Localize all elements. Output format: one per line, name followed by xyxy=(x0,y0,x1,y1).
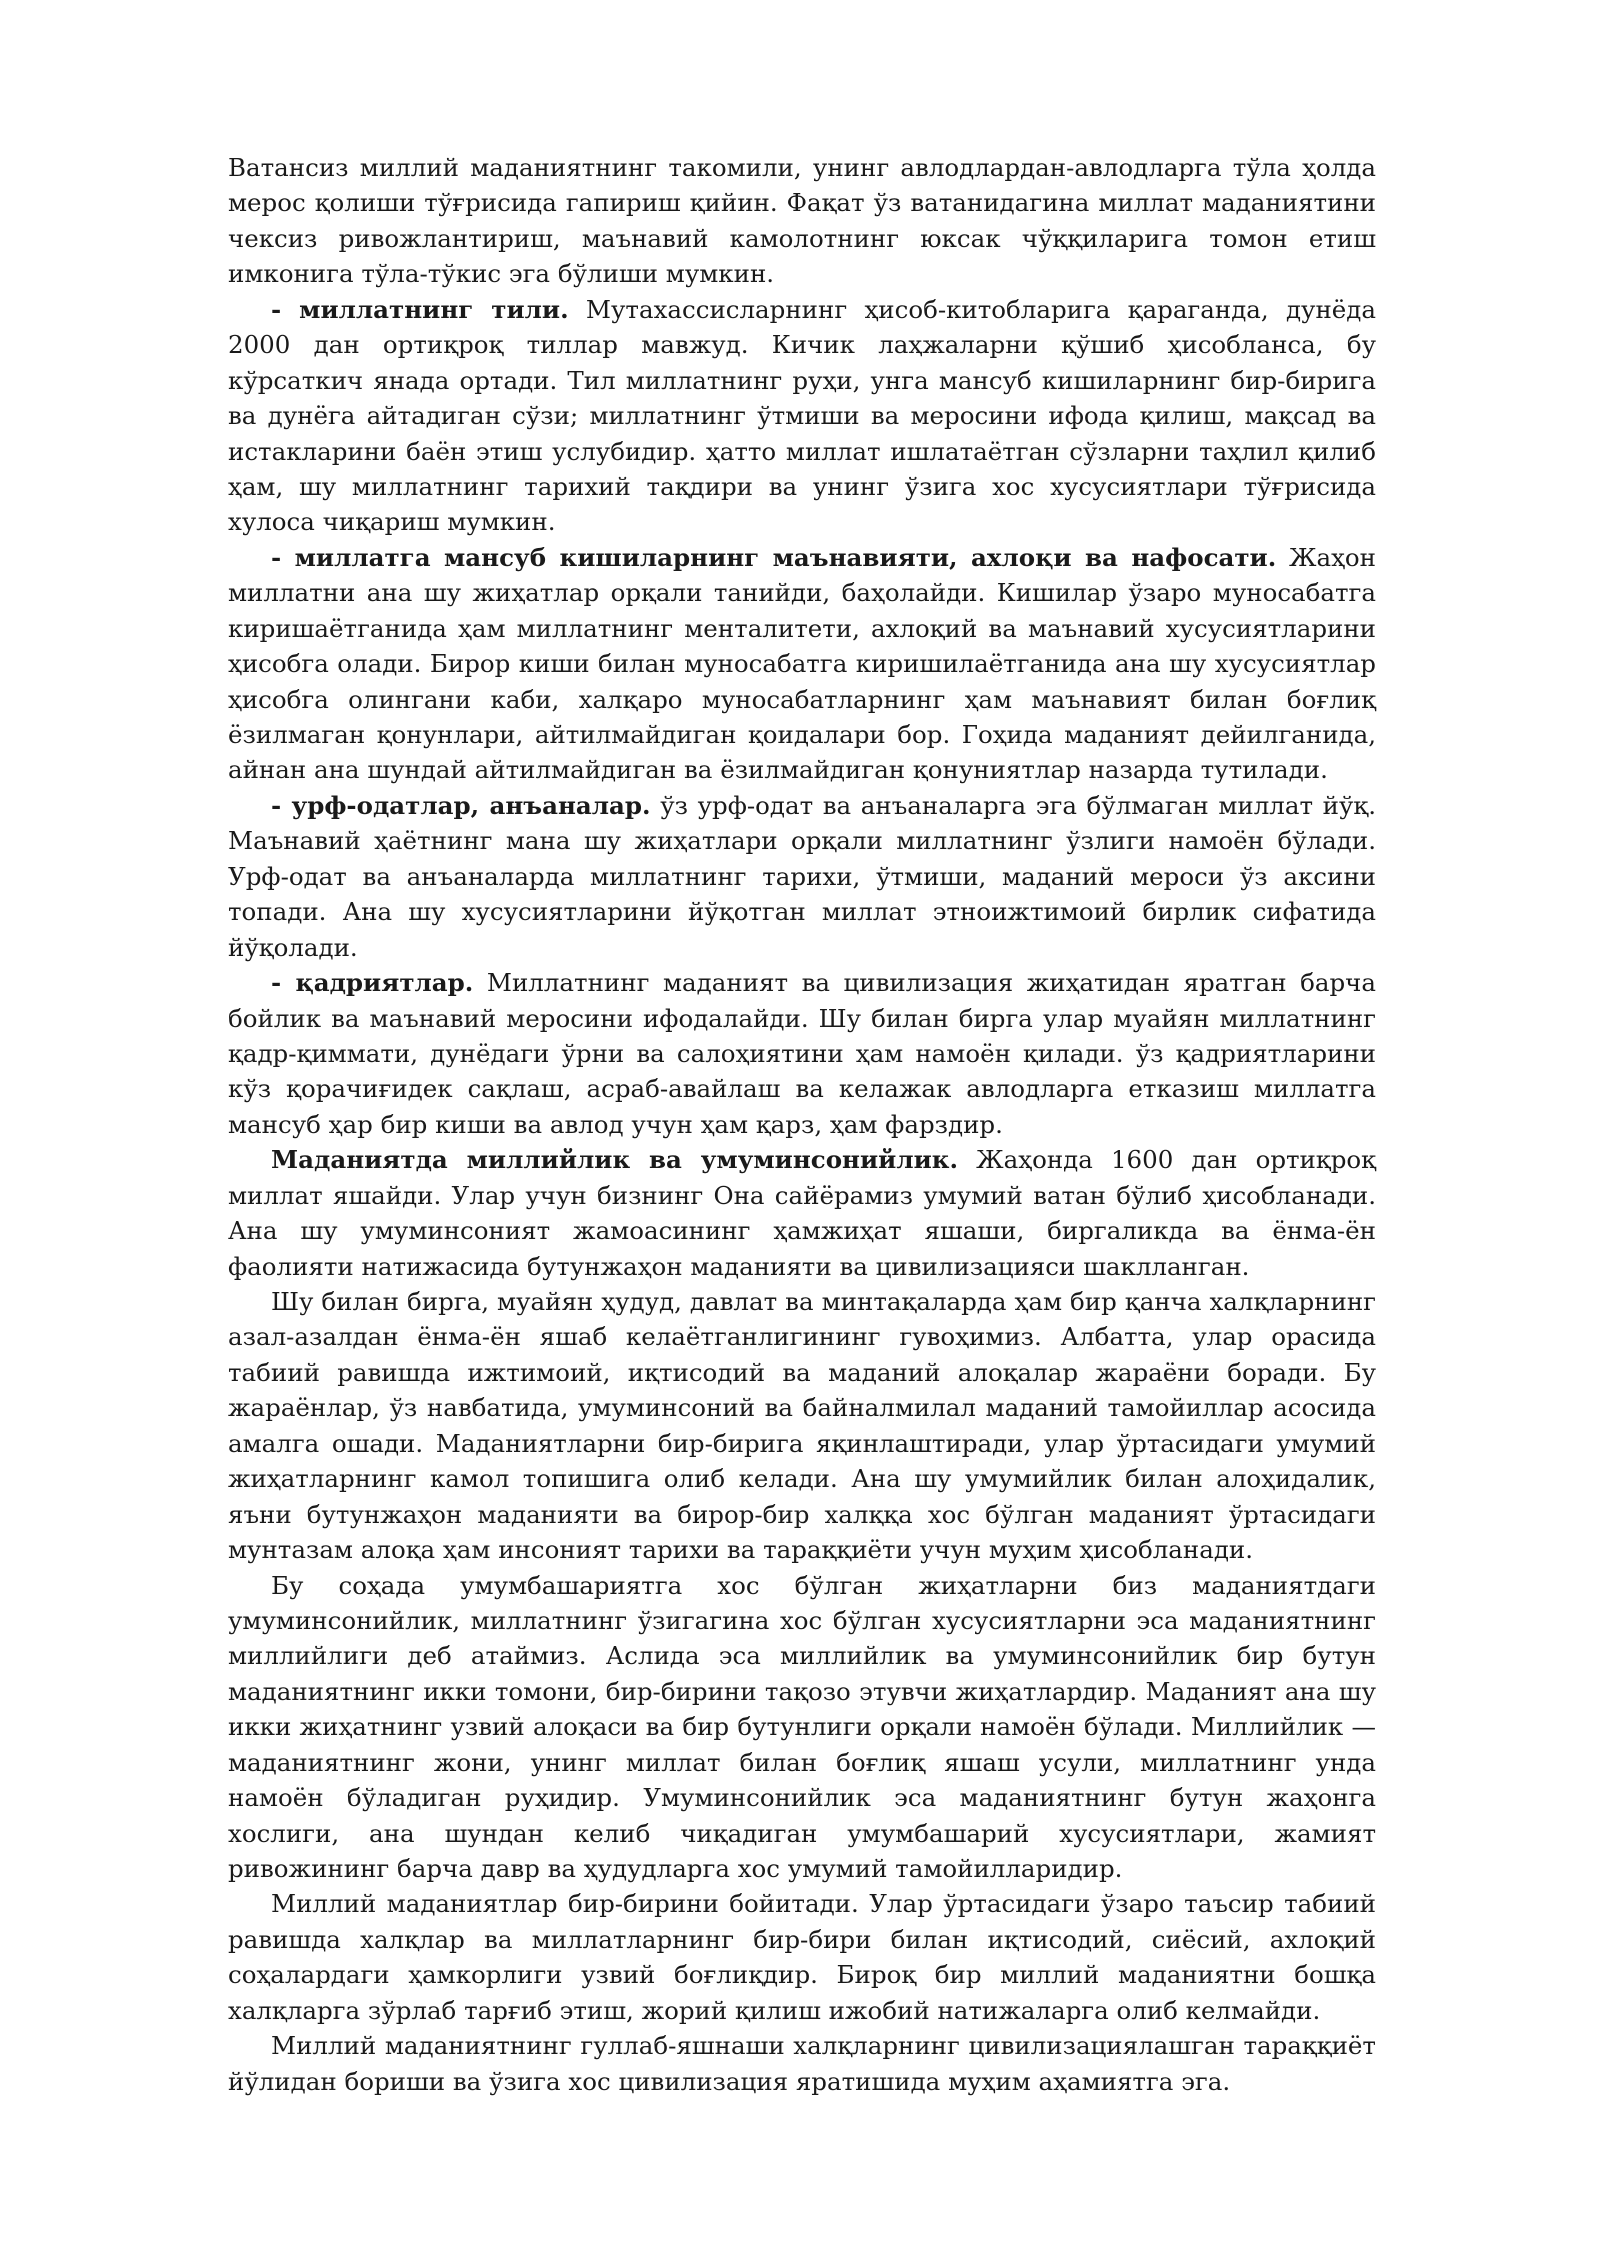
paragraph-two-sides xyxy=(228,1568,1376,1887)
document-page xyxy=(228,150,1376,2099)
paragraph-lead: - миллатга мансуб кишиларнинг маънавияти, ахлоқи ва нафосати. xyxy=(271,542,1277,572)
paragraph-text: Ватансиз миллий маданиятнинг такомили, унинг авлодлардан-авлодларга тўла ҳолда мерос қолиши тўғрисида гапириш қийин. Фақат ўз ватанидагина миллат маданиятини чексиз ривожлантириш, маънавий камолотнинг юксак чўққиларига томон етиш имконига тўла-тўкис эга бўлиши мумкин. xyxy=(228,153,1376,289)
paragraph-nation-language xyxy=(228,292,1376,540)
paragraph-coexistence xyxy=(228,1284,1376,1568)
paragraph-customs-traditions xyxy=(228,788,1376,965)
paragraph-homeland-culture xyxy=(228,150,1376,292)
paragraph-text: Миллатнинг маданият ва цивилизация жиҳатидан яратган барча бойлик ва маънавий меросини ифодалайди. Шу билан бирга улар муайян миллатнинг қадр-қиммати, дунёдаги ўрни ва салоҳиятини ҳам намоён қилади. ўз қадриятларини кўз қорачиғидек сақлаш, асраб-авайлаш ва келажак авлодларга етказиш миллатга мансуб ҳар бир киши ва авлод учун ҳам қарз, ҳам фарздир. xyxy=(228,968,1376,1139)
paragraph-text: Шу билан бирга, муайян ҳудуд, давлат ва минтақаларда ҳам бир қанча халқларнинг азал-азалдан ёнма-ён яшаб келаётганлигининг гувоҳимиз. Албатта, улар орасида табиий равишда ижтимоий, иқтисодий ва маданий алоқалар жараёни боради. Бу жараёнлар, ўз навбатида, умуминсоний ва байналмилал маданий тамойиллар асосида амалга ошади. Маданиятларни бир-бирига яқинлаштиради, улар ўртасидаги умумий жиҳатларнинг камол топишига олиб келади. Ана шу умумийлик билан алоҳидалик, яъни бутунжаҳон маданияти ва бирор-бир халққа хос бўлган маданият ўртасидаги мунтазам алоқа ҳам инсоният тарихи ва тараққиёти учун муҳим ҳисобланади. xyxy=(228,1287,1376,1565)
paragraph-spirituality-morality xyxy=(228,540,1376,788)
paragraph-text: Мутахассисларнинг ҳисоб-китобларига қараганда, дунёда 2000 дан ортиқроқ тиллар мавжуд. Кичик лаҳжаларни қўшиб ҳисобланса, бу кўрсаткич янада ортади. Тил миллатнинг руҳи, унга мансуб кишиларнинг бир-бирига ва дунёга айтадиган сўзи; миллатнинг ўтмиши ва меросини ифода қилиш, мақсад ва истакларини баён этиш услубидир. ҳатто миллат ишлатаётган сўзларни таҳлил қилиб ҳам, шу миллатнинг тарихий тақдири ва унинг ўзига хос хусусиятлари тўғрисида хулоса чиқариш мумкин. xyxy=(228,294,1376,537)
paragraph-lead: - миллатнинг тили. xyxy=(271,294,569,324)
paragraph-text: Миллий маданиятлар бир-бирини бойитади. Улар ўртасидаги ўзаро таъсир табиий равишда халқлар ва миллатларнинг бир-бири билан иқтисодий, сиёсий, ахлоқий соҳалардаги ҳамкорлиги узвий боғлиқдир. Бироқ бир миллий маданиятни бошқа халқларга зўрлаб тарғиб этиш, жорий қилиш ижобий натижаларга олиб келмайди. xyxy=(228,1889,1376,2025)
paragraph-text: Миллий маданиятнинг гуллаб-яшнаши халқларнинг цивилизациялашган тараққиёт йўлидан бориши ва ўзига хос цивилизация яратишида муҳим аҳамиятга эга. xyxy=(228,2031,1376,2096)
paragraph-lead: - қадриятлар. xyxy=(271,968,474,998)
paragraph-mutual-enrichment xyxy=(228,1886,1376,2028)
paragraph-text: Бу соҳада умумбашариятга хос бўлган жиҳатларни биз маданиятдаги умуминсонийлик, миллатнинг ўзигагина хос бўлган хусусиятларни эса маданиятнинг миллийлиги деб атаймиз. Аслида эса миллийлик ва умуминсонийлик бир бутун маданиятнинг икки томони, бир-бирини тақозо этувчи жиҳатлардир. Маданият ана шу икки жиҳатнинг узвий алоқаси ва бир бутунлиги орқали намоён бўлади. Миллийлик — маданиятнинг жони, унинг миллат билан боғлиқ яшаш усули, миллатнинг унда намоён бўладиган руҳидир. Умуминсонийлик эса маданиятнинг бутун жаҳонга хослиги, ана шундан келиб чиқадиган умумбашарий хусусиятлари, жамият ривожининг барча давр ва ҳудудларга хос умумий тамойилларидир. xyxy=(228,1570,1376,1883)
paragraph-lead: - урф-одатлар, анъаналар. xyxy=(271,790,651,820)
paragraph-lead: Маданиятда миллийлик ва умуминсонийлик. xyxy=(271,1145,958,1175)
paragraph-civilization-path xyxy=(228,2028,1376,2099)
paragraph-values xyxy=(228,965,1376,1142)
paragraph-text: ўз урф-одат ва анъаналарга эга бўлмаган миллат йўқ. Маънавий ҳаётнинг мана шу жиҳатлари орқали миллатнинг ўзлиги намоён бўлади. Урф-одат ва анъаналарда миллатнинг тарихи, ўтмиши, маданий мероси ўз аксини топади. Ана шу хусусиятларини йўқотган миллат этноижтимоий бирлик сифатида йўқолади. xyxy=(228,790,1376,962)
paragraph-text: Жаҳон миллатни ана шу жиҳатлар орқали танийди, баҳолайди. Кишилар ўзаро муносабатга киришаётганида ҳам миллатнинг менталитети, ахлоқий ва маънавий хусусиятларини ҳисобга олади. Бирор киши билан муносабатга киришилаётганида ана шу хусусиятлар ҳисобга олингани каби, халқаро муносабатларнинг ҳам маънавият билан боғлиқ ёзилмаган қонунлари, айтилмайдиган қоидалари бор. Гоҳида маданият дейилганида, айнан ана шундай айтилмайдиган ва ёзилмайдиган қонуниятлар назарда тутилади. xyxy=(228,542,1376,785)
paragraph-national-universal xyxy=(228,1142,1376,1284)
paragraph-text: Жаҳонда 1600 дан ортиқроқ миллат яшайди. Улар учун бизнинг Она сайёрамиз умумий ватан бўлиб ҳисобланади. Ана шу умуминсоният жамоасининг ҳамжиҳат яшаши, биргаликда ва ёнма-ён фаолияти натижасида бутунжаҳон маданияти ва цивилизацияси шаклланган. xyxy=(228,1145,1377,1281)
